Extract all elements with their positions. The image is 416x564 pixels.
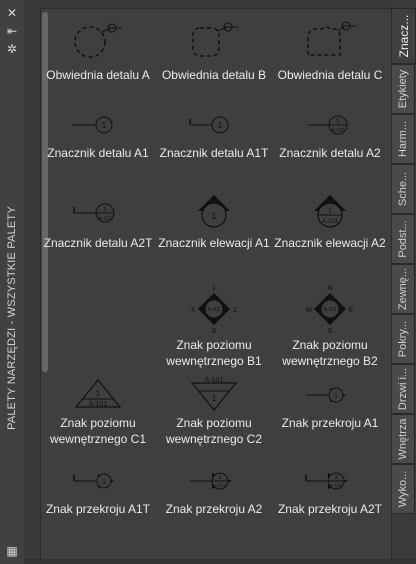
symbol-text: 1 [95, 389, 101, 398]
palette-tabs [392, 8, 416, 556]
tab-label: Znacz... [396, 14, 411, 58]
symbol-text: 4 [191, 307, 195, 314]
tool-label: Znacznik detalu A2T [43, 236, 153, 250]
tool-item[interactable] [157, 283, 271, 369]
symbol-text: 2 [233, 307, 237, 314]
tool-panel [40, 8, 392, 561]
symbol-text: N [327, 285, 333, 292]
boundary-cloud-icon [300, 19, 360, 65]
tool-item[interactable] [273, 19, 387, 83]
tool-item[interactable] [157, 107, 271, 161]
bottom-edge [24, 559, 416, 564]
tool-item[interactable] [273, 193, 387, 251]
tab-label: Pokry... [397, 320, 409, 358]
tab-znaczniki[interactable] [392, 8, 416, 64]
detail-marker-tail-split-icon [68, 193, 128, 233]
tool-label: Znacznik detalu A1T [159, 146, 269, 160]
tool-item[interactable] [157, 19, 271, 83]
symbol-text: 1 [211, 211, 217, 221]
triangle-up-icon [68, 377, 128, 413]
tool-item[interactable] [273, 377, 387, 431]
tab-harmonogramy[interactable] [392, 114, 415, 164]
tab-label: Drzwi i... [397, 367, 409, 411]
tool-item[interactable] [41, 193, 155, 251]
tab-label: Podst... [397, 220, 409, 258]
tool-label: Znak poziomu wewnętrznego C2 [165, 416, 263, 446]
interior-marker-compass-icon [300, 283, 360, 335]
symbol-text: E [348, 307, 354, 314]
settings-icon[interactable]: ✲ [6, 42, 18, 56]
tab-label: Etykiety [397, 69, 409, 109]
tool-item[interactable] [273, 463, 387, 517]
boundary-circle-icon [68, 19, 128, 65]
triangle-down-icon [184, 377, 244, 413]
palette-content [24, 0, 392, 564]
symbol-text: 1 [334, 475, 338, 481]
tool-label: Znacznik elewacji A1 [158, 236, 270, 250]
tool-item[interactable] [157, 377, 271, 447]
tool-label: Znak poziomu wewnętrznego B1 [166, 338, 262, 368]
symbol-text: 1 [336, 118, 340, 125]
tool-label: Znacznik detalu A2 [279, 146, 381, 160]
symbol-text: 1 [103, 206, 107, 213]
elevation-marker-icon [184, 193, 244, 233]
tool-item[interactable] [41, 19, 155, 83]
tab-etykiety[interactable] [392, 64, 415, 114]
symbol-text: A-101 [98, 216, 112, 222]
symbol-text: 1 [211, 394, 217, 403]
tool-item[interactable] [41, 463, 155, 517]
elevation-marker-split-icon [300, 193, 360, 233]
tab-label: Zewnę... [397, 267, 409, 311]
palette-title: PALETY NARZĘDZI - WSZYSTKIE PALETY [6, 206, 18, 430]
tool-label: Znak przekroju A2T [277, 502, 383, 516]
tab-schematy[interactable] [392, 164, 415, 214]
section-marker-split-icon [184, 463, 244, 499]
tool-label: Znacznik elewacji A2 [274, 236, 386, 250]
symbol-text: W [305, 307, 313, 314]
section-marker-icon [300, 377, 360, 413]
tool-label: Obwiednia detalu A [46, 68, 150, 82]
boundary-rounded-rect-icon [184, 19, 244, 65]
detail-marker-icon [68, 107, 128, 143]
symbol-text: A-101 [207, 307, 221, 313]
tool-label: Obwiednia detalu C [277, 68, 383, 82]
symbol-text: A-101 [88, 401, 108, 408]
tab-drzwi[interactable] [392, 364, 415, 414]
tab-wnetrza[interactable] [392, 414, 415, 464]
symbol-text: A-101 [321, 219, 339, 225]
pin-icon[interactable]: ⇤ [6, 24, 18, 38]
symbol-text: A-101 [204, 377, 224, 384]
tab-label: Wyko... [397, 470, 409, 508]
symbol-text: 1 [218, 475, 222, 481]
symbol-text: A-101 [213, 483, 227, 488]
symbol-text: 1 [334, 393, 338, 400]
section-marker-tail-split-icon [300, 463, 360, 499]
tool-item[interactable] [273, 283, 387, 369]
tool-label: Znak przekroju A2 [165, 502, 263, 516]
palette-title-bar[interactable] [0, 0, 25, 564]
tab-label: Sche... [397, 171, 409, 207]
detail-marker-split-icon [300, 107, 360, 143]
close-icon[interactable]: ✕ [6, 6, 18, 20]
symbol-text: 1 [328, 208, 332, 215]
tool-label: Znak poziomu wewnętrznego C1 [49, 416, 147, 446]
symbol-text: 1 [212, 285, 216, 292]
tool-item[interactable] [273, 107, 387, 161]
symbol-text: A-101 [323, 307, 337, 313]
tool-label: Znacznik detalu A1 [47, 146, 149, 160]
tab-pokrycia[interactable] [392, 314, 415, 364]
tab-wykonczenia[interactable] [392, 464, 415, 514]
symbol-text: A-101 [331, 128, 345, 134]
symbol-text: 1 [101, 121, 107, 130]
symbol-text: 1 [102, 479, 106, 486]
symbol-text: S [327, 328, 333, 335]
symbol-text: 1 [217, 121, 223, 130]
tab-zewnetrzne[interactable] [392, 264, 415, 314]
tool-label: Znak poziomu wewnętrznego B2 [282, 338, 378, 368]
tool-item[interactable] [157, 193, 271, 251]
symbol-text: A-101 [329, 483, 343, 488]
tool-label: Obwiednia detalu B [161, 68, 267, 82]
section-marker-tail-icon [68, 463, 128, 499]
tab-podstawowe[interactable] [392, 214, 415, 264]
tool-item[interactable] [41, 377, 155, 447]
tab-label: Wnętrza [397, 418, 409, 460]
detail-marker-tail-icon [184, 107, 244, 143]
tool-label: Znak przekroju A1T [45, 502, 151, 516]
tool-item[interactable] [157, 463, 271, 517]
symbol-text: 3 [212, 328, 216, 335]
tool-label: Znak przekroju A1 [281, 416, 379, 430]
properties-icon[interactable]: ▦ [6, 544, 18, 558]
tab-label: Harm... [397, 120, 409, 158]
tool-item[interactable] [41, 107, 155, 161]
interior-marker-icon [184, 283, 244, 335]
